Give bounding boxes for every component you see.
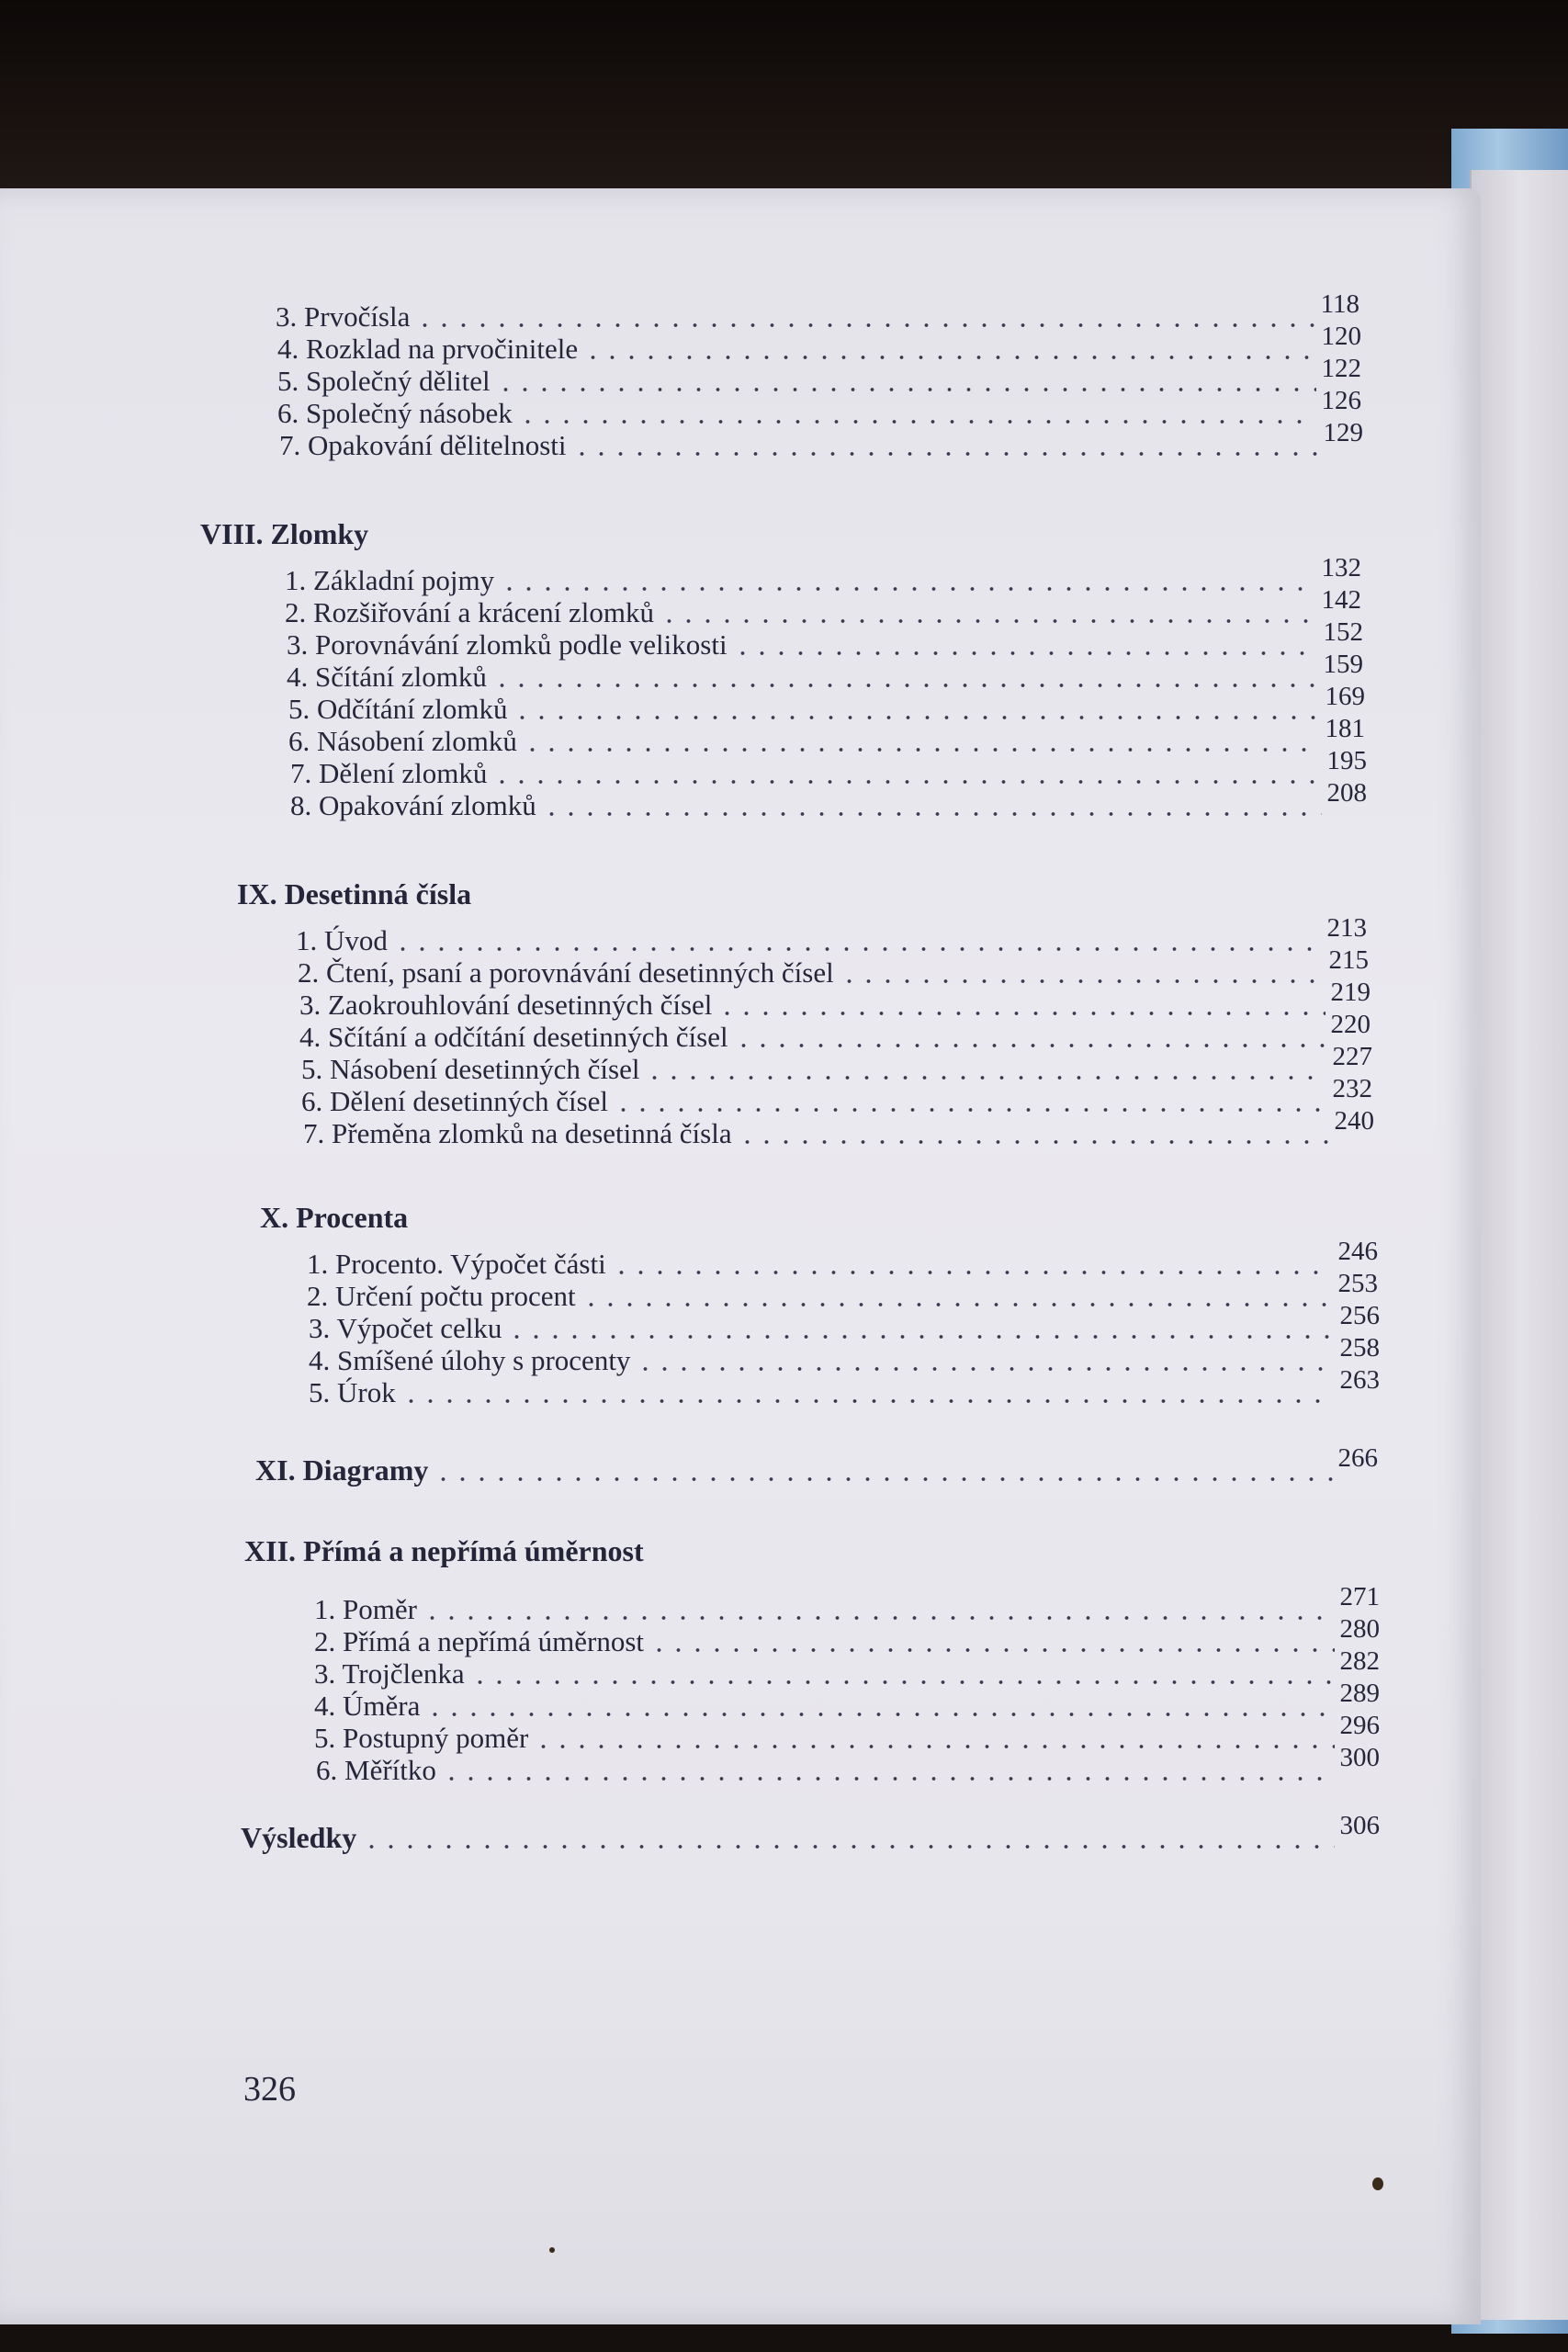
dot-leader	[636, 1367, 1334, 1371]
dot-leader	[660, 619, 1315, 623]
toc-entry-label: 3. Zaokrouhlování desetinných čísel	[299, 989, 713, 1021]
toc-entry-page: 215	[1328, 945, 1369, 975]
dot-leader	[733, 651, 1318, 655]
dark-background	[0, 0, 1568, 211]
dot-leader	[542, 812, 1322, 816]
toc-entry-page: 253	[1337, 1269, 1378, 1298]
paper-speck	[1372, 2177, 1383, 2190]
toc-entry	[303, 1106, 1374, 1151]
toc-entry-page: 120	[1321, 322, 1361, 351]
toc-entry-page: 159	[1323, 650, 1363, 679]
toc-entry-page: 219	[1330, 978, 1371, 1007]
toc-entry-label: 4. Úměra	[314, 1690, 421, 1722]
dot-leader	[470, 1680, 1335, 1684]
toc-entry-page: 181	[1325, 714, 1365, 743]
chapter-heading: XI. Diagramy	[255, 1453, 429, 1487]
toc-results-entry	[241, 1811, 1380, 1856]
toc-entry-label: 5. Společný dělitel	[277, 365, 491, 397]
toc-entry-page: 208	[1326, 778, 1367, 808]
toc-entry-page: 232	[1332, 1074, 1372, 1103]
toc-entry-page: 129	[1323, 418, 1363, 447]
toc-entry-page: 258	[1339, 1333, 1380, 1363]
chapter-heading: VIII. Zlomky	[200, 517, 369, 550]
toc-entry-page: 152	[1323, 617, 1363, 647]
toc-entry	[290, 778, 1367, 823]
toc-entry-page: 118	[1320, 289, 1359, 319]
toc-entry-page: 142	[1321, 585, 1361, 615]
toc-entry-label: 5. Postupný poměr	[314, 1722, 529, 1754]
toc-entry-label: 4. Sčítání a odčítání desetinných čísel	[299, 1021, 728, 1053]
toc-entry-label: 2. Rozšiřování a krácení zlomků	[285, 596, 655, 628]
dot-leader	[840, 979, 1324, 983]
toc-entry-page: 132	[1321, 553, 1361, 582]
toc-entry-label: 1. Procento. Výpočet části	[307, 1248, 606, 1280]
dot-leader	[513, 716, 1319, 719]
toc-entry-page: 213	[1326, 913, 1367, 943]
toc-entry-page: 169	[1325, 682, 1365, 711]
toc-entry-label: 3. Výpočet celku	[309, 1312, 502, 1344]
dot-leader	[415, 323, 1314, 327]
dot-leader	[496, 388, 1316, 391]
toc-entry-label: 7. Přeměna zlomků na desetinná čísla	[303, 1117, 732, 1149]
toc-chapter-entry	[255, 1443, 1378, 1488]
toc-entry-label: 2. Přímá a nepřímá úměrnost	[314, 1625, 644, 1657]
toc-entry-label: 2. Určení počtu procent	[307, 1280, 576, 1312]
dot-leader	[738, 1140, 1329, 1144]
toc-entry-label: 5. Úrok	[309, 1376, 396, 1408]
toc-entry-label: 3. Trojčlenka	[314, 1657, 465, 1690]
toc-entry-label: 1. Základní pojmy	[285, 564, 495, 596]
dot-leader	[423, 1616, 1335, 1620]
toc-entry-page: 263	[1339, 1365, 1380, 1395]
toc-entry-label: 6. Společný násobek	[277, 397, 513, 429]
dot-leader	[581, 1303, 1333, 1306]
toc-entry-page: 122	[1321, 354, 1361, 383]
toc-entry-page: 282	[1339, 1646, 1380, 1676]
toc-entry-label: 4. Rozklad na prvočinitele	[277, 333, 579, 365]
toc-entry-label: 1. Úvod	[296, 924, 388, 956]
dot-leader	[523, 748, 1320, 752]
chapter-heading: IX. Desetinná čísla	[237, 877, 472, 910]
dot-leader	[612, 1271, 1333, 1274]
dot-leader	[734, 1044, 1325, 1047]
dot-leader	[442, 1777, 1335, 1781]
dot-leader	[362, 1845, 1334, 1849]
toc-entry-label: 4. Sčítání zlomků	[287, 661, 487, 693]
toc-entry-label: 5. Odčítání zlomků	[288, 693, 508, 725]
dot-leader	[583, 356, 1315, 359]
toc-entry-page: 266	[1337, 1443, 1378, 1473]
dot-leader	[614, 1108, 1326, 1112]
toc-entry-label: 8. Opakování zlomků	[290, 789, 536, 821]
dot-leader	[518, 420, 1316, 424]
dot-leader	[401, 1399, 1335, 1403]
toc-entry-page: 300	[1339, 1743, 1380, 1772]
toc-entry-page: 256	[1339, 1301, 1380, 1330]
toc-entry-page: 227	[1332, 1042, 1372, 1071]
facing-page	[1470, 170, 1568, 2320]
toc-entry-page: 289	[1339, 1679, 1380, 1708]
toc-entry-page: 195	[1326, 746, 1367, 775]
toc-entry	[279, 418, 1363, 463]
toc-entry-label: 6. Násobení zlomků	[288, 725, 517, 757]
toc-entry-label: 7. Opakování dělitelnosti	[279, 429, 567, 461]
toc-entry-label: 3. Porovnávání zlomků podle velikosti	[287, 628, 728, 661]
toc-entry	[316, 1743, 1380, 1788]
dot-leader	[492, 780, 1321, 784]
dot-leader	[425, 1713, 1334, 1716]
toc-entry-label: 1. Poměr	[314, 1593, 417, 1625]
toc-entry-label: 6. Měřítko	[316, 1754, 436, 1786]
toc-entry-page: 296	[1339, 1711, 1380, 1740]
paper-speck	[549, 2247, 555, 2253]
chapter-heading: XII. Přímá a nepřímá úměrnost	[244, 1534, 644, 1567]
dot-leader	[434, 1477, 1332, 1481]
dot-leader	[393, 947, 1322, 951]
toc-entry-label: 2. Čtení, psaní a porovnávání desetinných čísel	[298, 956, 834, 989]
toc-entry-page: 280	[1339, 1614, 1380, 1644]
dot-leader	[645, 1076, 1326, 1080]
dot-leader	[507, 1335, 1334, 1339]
dot-leader	[500, 587, 1315, 591]
toc-entry-label: 3. Prvočísla	[276, 300, 411, 333]
toc-entry-label: 5. Násobení desetinných čísel	[301, 1053, 640, 1085]
toc-entry-page: 240	[1334, 1106, 1374, 1136]
toc-entry-label: 6. Dělení desetinných čísel	[301, 1085, 609, 1117]
results-heading: Výsledky	[241, 1821, 357, 1854]
toc-entry-label: 4. Smíšené úlohy s procenty	[309, 1344, 631, 1376]
toc-entry-page: 271	[1339, 1582, 1380, 1611]
toc-entry-page: 246	[1337, 1237, 1378, 1266]
toc-entry	[309, 1365, 1380, 1410]
dot-leader	[492, 684, 1318, 687]
toc-entry-page: 126	[1321, 386, 1361, 415]
dot-leader	[649, 1648, 1335, 1652]
dot-leader	[572, 452, 1318, 456]
dot-leader	[717, 1012, 1325, 1015]
toc-entry-page: 306	[1339, 1811, 1380, 1840]
toc-entry-page: 220	[1330, 1010, 1371, 1039]
page-number: 326	[243, 2070, 296, 2109]
dot-leader	[534, 1745, 1334, 1748]
toc-entry-label: 7. Dělení zlomků	[290, 757, 488, 789]
chapter-heading: X. Procenta	[260, 1201, 409, 1234]
